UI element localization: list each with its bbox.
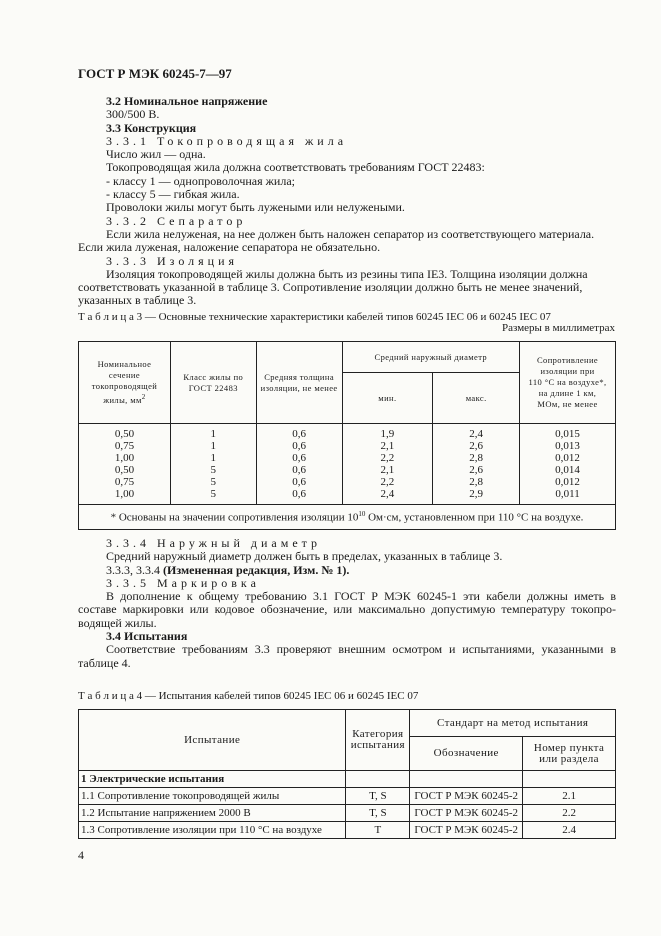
table-3-cell: 0,011 <box>555 488 580 500</box>
section-3-3-1-title: 3.3.1 Токопроводящая жила <box>106 133 348 148</box>
section-values <box>79 424 171 505</box>
table-3-cell: 0,012 <box>555 452 580 464</box>
table-3-cell: 2,4 <box>469 428 484 440</box>
table-3-cell: 5 <box>210 476 217 488</box>
table-3-cell: 0,75 <box>114 440 135 452</box>
section-3-3-title: 3.3 Конструкция <box>106 120 197 135</box>
table-3-cell: 0,014 <box>555 464 580 476</box>
separator-text-line-1: Если жила нелуженая, на нее должен быть наложен сепаратор из соответствующего материала. <box>106 226 595 241</box>
table-3-cell: 0,6 <box>292 452 306 464</box>
class-1-item: - классу 1 — однопроволочная жила; <box>106 173 296 188</box>
min-diameter-values <box>342 424 433 505</box>
table-row: 1.3 Сопротивление изоляции при 110 °С на воздухе T ГОСТ Р МЭК 60245-2 2.4 <box>79 822 616 839</box>
insulation-text-line-2: соответствовать указанной в таблице 3. Сопротивление изоляции должно быть не менее значений, <box>78 280 583 295</box>
col-header-max: макс. <box>433 373 520 424</box>
wires-text: Проволоки жилы могут быть лужеными или нелужеными. <box>106 200 405 215</box>
col-header-diameter: Средний наружный диаметр <box>342 342 520 373</box>
page-number: 4 <box>78 848 84 862</box>
table-3-cell: 1,9 <box>380 428 395 440</box>
table-3-units: Размеры в миллиметрах <box>502 322 615 334</box>
table-3-cell: 0,6 <box>292 488 306 500</box>
table-3-cell: 2,2 <box>380 452 395 464</box>
col-header-min: мин. <box>342 373 433 424</box>
col-header-designation: Обозначение <box>410 737 523 771</box>
amendment-note: 3.3.3, 3.3.4 (Измененная редакция, Изм. № 1). <box>106 562 350 577</box>
class-5-item: - классу 5 — гибкая жила. <box>106 187 240 202</box>
table-3-cell: 1,00 <box>114 452 135 464</box>
thickness-values <box>256 424 342 505</box>
table-3-cell: 2,1 <box>380 440 395 452</box>
table-row: 1.2 Испытание напряжением 2000 В T, S ГОСТ Р МЭК 60245-2 2.2 <box>79 805 616 822</box>
group-electrical-tests: 1 Электрические испытания <box>79 771 346 788</box>
marking-text-line-1: В дополнение к общему требованию 3.1 ГОСТ Р МЭК 60245-1 эти кабели должны иметь в <box>106 589 616 604</box>
resistance-values <box>520 424 616 505</box>
insulation-text-line-1: Изоляция токопроводящей жилы должна быть из резины типа IE3. Толщина изоляции должна <box>106 266 588 281</box>
max-diameter-values <box>433 424 520 505</box>
col-header-resistance: Сопротивление изоляции при 110 °С на воздухе*, на длине 1 км, МОм, не менее <box>520 342 616 424</box>
table-3-cell: 1 <box>210 440 217 452</box>
table-3-footnote: * Основаны на значении сопротивления изоляции $10^{10}$ Ом·см, установленном при 110 °С на воздухе. <box>79 505 616 530</box>
table-4 <box>78 709 616 839</box>
separator-text-line-2: Если жила луженая, наложение сепаратора не обязательно. <box>78 240 381 255</box>
body-text-block-1 <box>78 95 616 308</box>
table-3-cell: 2,4 <box>380 488 395 500</box>
marking-text-line-2: составе маркировки или кодовое обозначение, или максимально допустимую температуру токопро- <box>78 602 616 617</box>
table-3 <box>78 341 616 530</box>
table-3-cell: 0,015 <box>555 428 580 440</box>
core-count-text: Число жил — одна. <box>106 147 206 162</box>
table-3-cell: 0,6 <box>292 428 306 440</box>
table-3-caption: Т а б л и ц а 3 — Основные технические характеристики кабелей типов 60245 IEC 06 и 60245 IEC 07 <box>78 311 551 323</box>
section-3-2-title: 3.2 Номинальное напряжение <box>106 94 268 108</box>
insulation-text-line-3: указанных в таблице 3. <box>78 293 197 308</box>
table-3-cell: 2,6 <box>469 464 484 476</box>
core-requirement-text: Токопроводящая жила должна соответствовать требованиям ГОСТ 22483: <box>106 160 485 175</box>
table-3-cell: 0,75 <box>114 476 135 488</box>
section-3-4-title: 3.4 Испытания <box>106 629 188 644</box>
table-3-cell: 1 <box>210 452 217 464</box>
table-3-cell: 2,8 <box>469 476 484 488</box>
table-3-cell: 0,6 <box>292 440 306 452</box>
diameter-text: Средний наружный диаметр должен быть в пределах, указанных в таблице 3. <box>106 549 503 564</box>
section-3-3-2-title: 3.3.2 Сепаратор <box>106 213 247 228</box>
table-3-cell: 5 <box>210 488 217 500</box>
table-3-cell: 5 <box>210 464 217 476</box>
table-3-cell: 0,013 <box>555 440 580 452</box>
col-header-standard: Стандарт на метод испытания <box>410 710 616 737</box>
table-3-cell: 2,9 <box>469 488 484 500</box>
tests-text-line-1: Соответствие требованиям 3.3 проверяют внешним осмотром и испытаниями, указанными в <box>106 642 616 657</box>
tests-text-line-2: таблице 4. <box>78 655 131 670</box>
table-3-cell: 0,6 <box>292 476 306 488</box>
col-header-class: Класс жилы по ГОСТ 22483 <box>170 342 256 424</box>
section-3-3-5-title: 3.3.5 Маркировка <box>106 575 260 590</box>
table-3-cell: 0,50 <box>114 464 135 476</box>
table-3-cell: 2,1 <box>380 464 395 476</box>
document-header: ГОСТ Р МЭК 60245-7—97 <box>78 66 232 81</box>
col-header-thickness: Средняя толщина изоляции, не менее <box>256 342 342 424</box>
rated-voltage-value: 300/500 В. <box>106 107 160 122</box>
table-4-caption: Т а б л и ц а 4 — Испытания кабелей типов 60245 IEC 06 и 60245 IEC 07 <box>78 690 419 702</box>
table-3-values <box>79 424 616 505</box>
col-header-section: Номинальное сечение токопроводящей жилы, $мм^2$ <box>79 342 171 424</box>
table-3-cell: 2,8 <box>469 452 484 464</box>
table-3-cell: 2,2 <box>380 476 395 488</box>
section-3-3-3-title: 3.3.3 Изоляция <box>106 253 239 268</box>
col-header-item-number: Номер пункта или раздела <box>523 737 616 771</box>
marking-text-line-3: водящей жилы. <box>78 615 157 630</box>
col-header-category: Категория испытания <box>346 710 410 771</box>
class-values <box>170 424 256 505</box>
table-3-cell: 0,50 <box>114 428 135 440</box>
table-3-cell: 0,6 <box>292 464 306 476</box>
table-3-cell: 0,012 <box>555 476 580 488</box>
table-3-cell: 1 <box>210 428 217 440</box>
col-header-test: Испытание <box>79 710 346 771</box>
table-row: 1.1 Сопротивление токопроводящей жилы T, S ГОСТ Р МЭК 60245-2 2.1 <box>79 788 616 805</box>
section-3-3-4-title: 3.3.4 Наружный диаметр <box>106 536 322 550</box>
body-text-block-2 <box>78 537 616 670</box>
table-3-cell: 1,00 <box>114 488 135 500</box>
table-3-cell: 2,6 <box>469 440 484 452</box>
